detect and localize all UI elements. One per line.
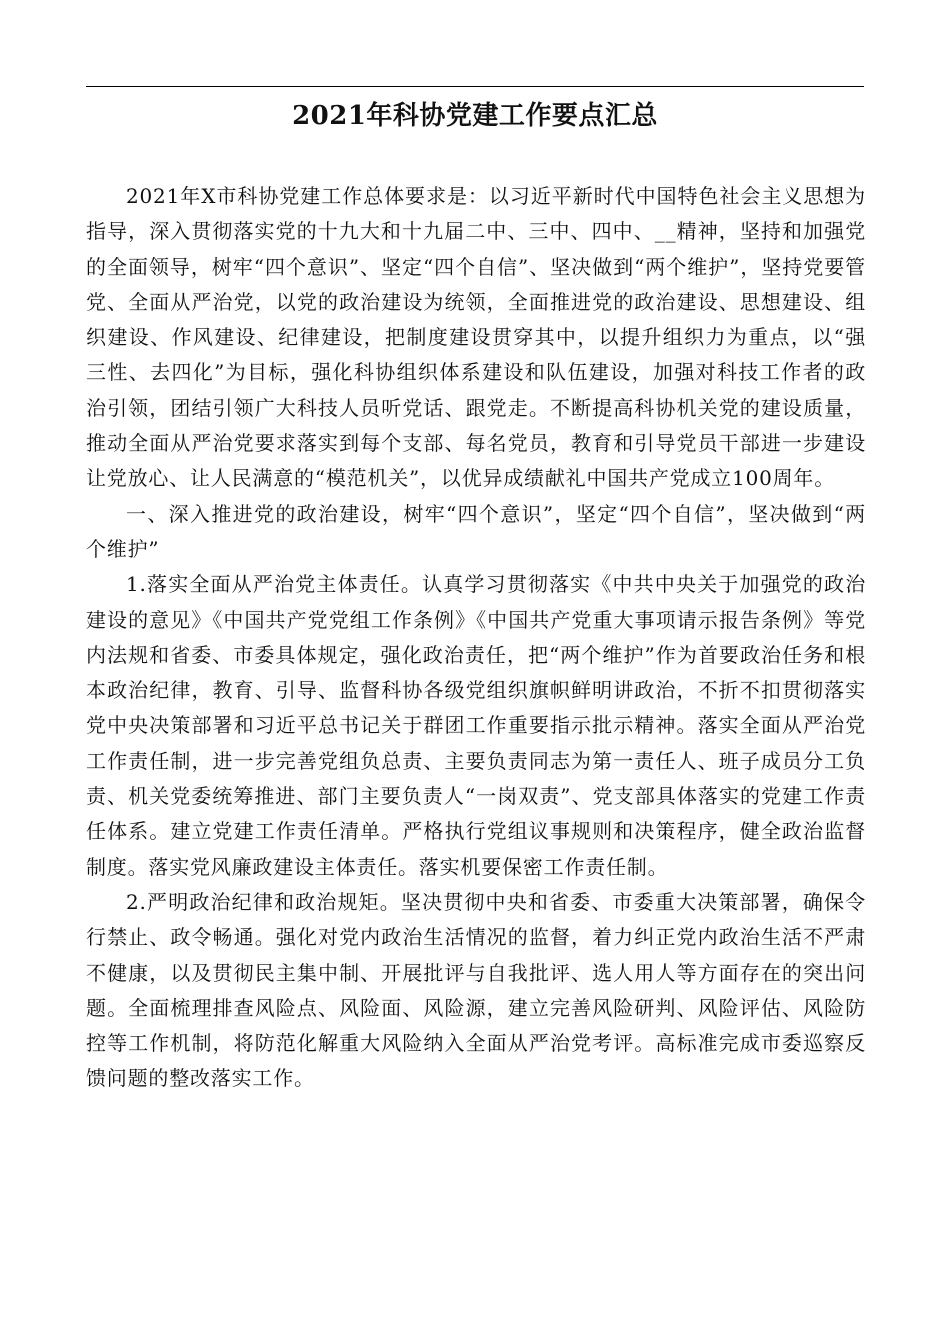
document-title: 2021年科协党建工作要点汇总: [292, 101, 658, 131]
intro-paragraph: 2021年X市科协党建工作总体要求是：以习近平新时代中国特色社会主义思想为指导，深入贯彻落实党的十九大和十九届二中、三中、四中、__精神，坚持和加强党的全面领导，树牢“四个意识”、坚定“四个自信”、坚决做到“两个维护”，坚持党要管党、全面从严治党，以党的政治建设为统领，全面推进党的政治建设、思想建设、组织建设、作风建设、纪律建设，把制度建设贯穿其中，以提升组织力为重点，以“强三性、去四化”为目标，强化科协组织体系建设和队伍建设，加强对科技工作者的政治引领，团结引领广大科技人员听党话、跟党走。不断提高科协机关党的建设质量，推动全面从严治党要求落实到每个支部、每名党员，教育和引导党员干部进一步建设让党放心、让人民满意的“模范机关”，以优异成绩献礼中国共产党成立100周年。: [86, 184, 866, 491]
section-heading-1: 一、深入推进党的政治建设，树牢“四个意识”，坚定“四个自信”，坚决做到“两个维护”: [86, 501, 866, 561]
item-paragraph-1: 1.落实全面从严治党主体责任。认真学习贯彻落实《中共中央关于加强党的政治建设的意见》《中国共产党党组工作条例》《中国共产党重大事项请示报告条例》等党内法规和省委、市委具体规定，强化政治责任，把“两个维护”作为首要政治任务和根本政治纪律，教育、引导、监督科协各级党组织旗帜鲜明讲政治，不折不扣贯彻落实党中央决策部署和习近平总书记关于群团工作重要指示批示精神。落实全面从严治党工作责任制，进一步完善党组负总责、主要负责同志为第一责任人、班子成员分工负责、机关党委统筹推进、部门主要负责人“一岗双责”、党支部具体落实的党建工作责任体系。建立党建工作责任清单。严格执行党组议事规则和决策程序，健全政治监督制度。落实党风廉政建设主体责任。落实机要保密工作责任制。: [86, 572, 866, 879]
document-body: [86, 179, 866, 1097]
header-rule: [86, 86, 864, 87]
item-paragraph-2: 2.严明政治纪律和政治规矩。坚决贯彻中央和省委、市委重大决策部署，确保令行禁止、政令畅通。强化对党内政治生活情况的监督，着力纠正党内政治生活不严肃不健康，以及贯彻民主集中制、开展批评与自我批评、选人用人等方面存在的突出问题。全面梳理排查风险点、风险面、风险源，建立完善风险研判、风险评估、风险防控等工作机制，将防范化解重大风险纳入全面从严治党考评。高标准完成市委巡察反馈问题的整改落实工作。: [86, 889, 866, 1091]
